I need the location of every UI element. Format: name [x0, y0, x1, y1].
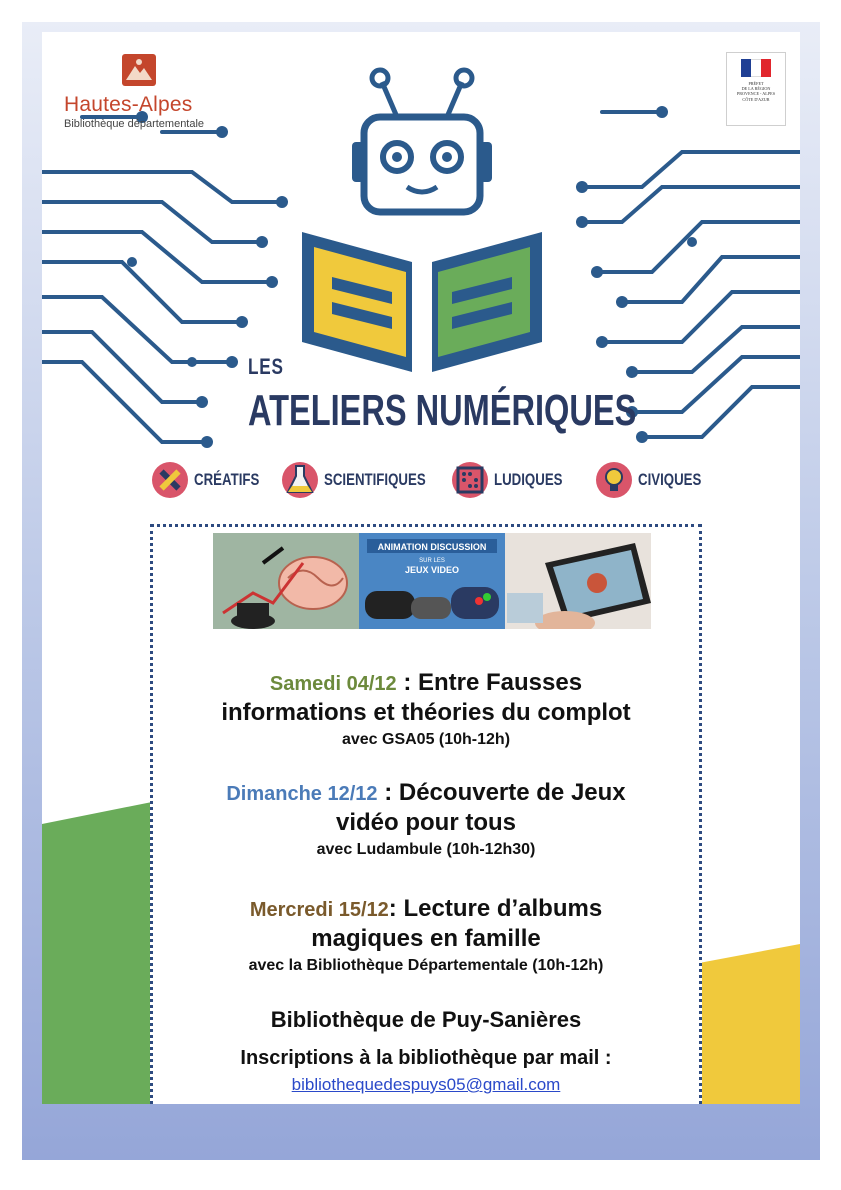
title-main: ATELIERS NUMÉRIQUES — [248, 386, 637, 435]
category-label: CIVIQUES — [638, 470, 702, 489]
event-3-date: Mercredi 15/12 — [249, 899, 389, 921]
event-3-sep: : — [388, 895, 404, 922]
photo-video-games — [359, 533, 505, 629]
prefet-line-4: CÔTE D'AZUR — [742, 96, 770, 102]
category-creatifs — [150, 460, 278, 500]
prefet-line-2: DE LA RÉGION — [741, 86, 771, 92]
poster — [42, 32, 800, 1104]
event-2-date: Dimanche 12/12 — [226, 783, 378, 805]
category-ludiques — [450, 460, 582, 500]
event-2 — [153, 779, 699, 859]
photo2-sub1: SUR LES — [419, 558, 445, 564]
signup-text: Inscriptions à la bibliothèque par mail : — [240, 1047, 612, 1069]
pencil-ruler-icon — [150, 460, 190, 500]
category-civiques — [594, 460, 719, 500]
photo2-title: ANIMATION DISCUSSION — [377, 542, 487, 552]
prefet-logo — [726, 52, 786, 126]
org-name: Hautes-Alpes — [64, 93, 193, 116]
event-1-title-1: Entre Fausses — [418, 669, 583, 696]
event-2-title-1: Découverte de Jeux — [398, 779, 626, 806]
event-3-detail: avec la Bibliothèque Départementale (10h-12h) — [248, 957, 604, 974]
category-label: CRÉATIFS — [194, 470, 260, 489]
event-2-sep: : — [377, 779, 399, 806]
event-1-sep: : — [396, 669, 418, 696]
categories-row — [150, 460, 710, 500]
abacus-icon — [450, 460, 490, 500]
event-1-title-2: informations et théories du complot — [221, 699, 631, 726]
event-3-title-2: magiques en famille — [311, 925, 541, 952]
event-2-title-2: vidéo pour tous — [336, 809, 516, 836]
event-3-title-1: Lecture d’albums — [403, 895, 603, 922]
org-subtitle: Bibliothèque départementale — [64, 118, 205, 130]
event-2-detail: avec Ludambule (10h-12h30) — [316, 841, 536, 858]
mountain-emblem-icon — [122, 54, 156, 86]
photo-strip — [213, 533, 653, 629]
robot-reading-icon — [292, 62, 552, 382]
french-flag-icon — [741, 59, 771, 77]
flask-icon — [280, 460, 320, 500]
photo-brain-magic — [213, 533, 359, 629]
email-link[interactable]: bibliothequedespuys05@gmail.com — [291, 1075, 561, 1094]
lightbulb-icon — [594, 460, 634, 500]
prefet-line-1: PRÉFET — [748, 81, 764, 86]
category-label: SCIENTIFIQUES — [324, 470, 426, 489]
category-scientifiques — [280, 460, 454, 500]
hautes-alpes-logo — [64, 54, 244, 130]
info-card — [150, 524, 702, 1104]
event-3 — [153, 895, 699, 975]
prefet-line-3: PROVENCE - ALPES — [736, 91, 776, 97]
event-1-date: Samedi 04/12 — [269, 673, 397, 695]
event-1 — [153, 669, 699, 749]
photo-tablet — [505, 533, 651, 629]
title-small: LES — [248, 354, 284, 379]
venue: Bibliothèque de Puy-Sanières — [270, 1007, 582, 1032]
photo2-sub2: JEUX VIDEO — [404, 565, 460, 575]
category-label: LUDIQUES — [494, 470, 563, 489]
event-1-detail: avec GSA05 (10h-12h) — [341, 731, 511, 748]
